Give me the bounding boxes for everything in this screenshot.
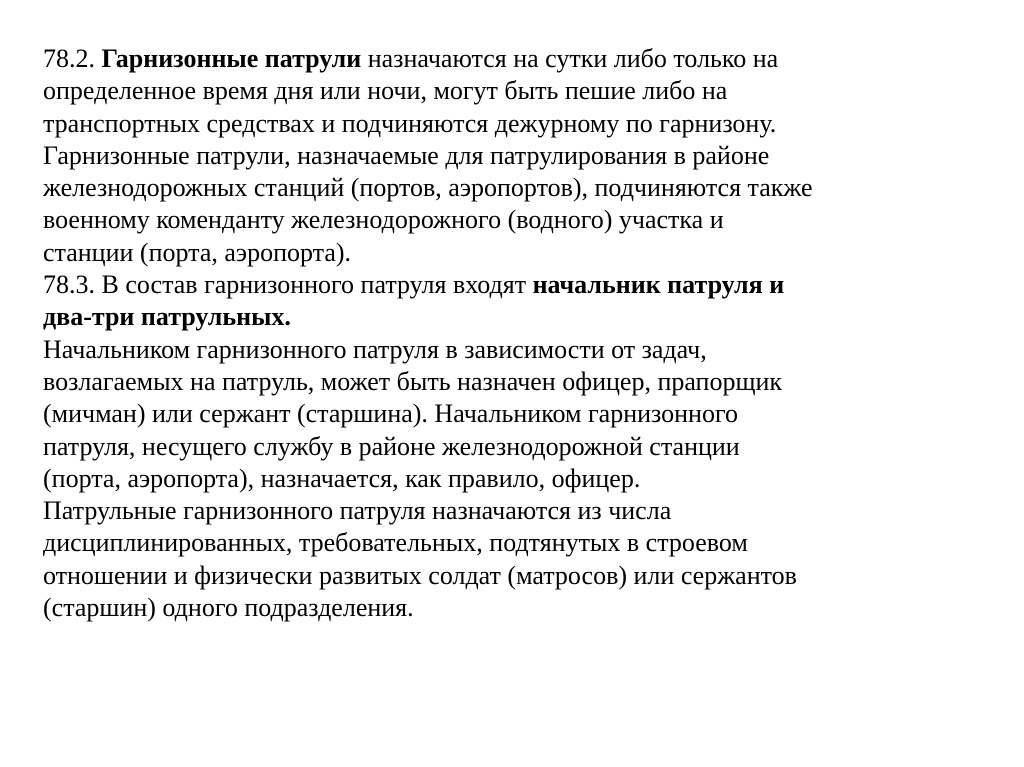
body-text: военному коменданту железнодорожного (водного) участка и <box>43 205 724 235</box>
body-text: железнодорожных станций (портов, аэропортов), подчиняются также <box>43 173 813 203</box>
body-text: возлагаемых на патруль, может быть назначен офицер, прапорщик <box>43 366 783 396</box>
body-text: назначаются на сутки либо только на <box>361 44 779 73</box>
body-text: дисциплинированных, требовательных, подтянутых в строевом <box>43 528 748 558</box>
body-text: отношении и физически развитых солдат (матросов) или сержантов <box>43 560 797 590</box>
text-line <box>43 560 993 592</box>
text-line <box>43 495 993 527</box>
body-text: (старшин) одного подразделения. <box>43 593 414 623</box>
bold-text: начальник патруля и <box>532 270 785 300</box>
text-line <box>43 592 993 624</box>
text-line <box>43 398 993 430</box>
text-line <box>43 204 993 236</box>
body-text: определенное время дня или ночи, могут быть пешие либо на <box>43 76 728 106</box>
text-line <box>43 108 993 140</box>
text-line <box>43 172 993 204</box>
text-line <box>43 431 993 463</box>
text-line <box>43 334 993 366</box>
text-line <box>43 140 993 172</box>
body-text: Гарнизонные патрули, назначаемые для патрулирования в районе <box>43 140 770 170</box>
body-text: 78.3. В состав гарнизонного патруля входят <box>43 270 533 300</box>
text-line <box>43 301 993 333</box>
body-text: патруля, несущего службу в районе железнодорожной станции <box>43 431 740 461</box>
body-text: станции (порта, аэропорта). <box>43 237 352 267</box>
body-text: транспортных средствах и подчиняются дежурному по гарнизону. <box>43 108 777 138</box>
bold-text: два-три патрульных. <box>43 302 291 332</box>
text-line <box>43 366 993 398</box>
text-line <box>43 463 993 495</box>
body-text: 78.2. <box>43 44 102 73</box>
document-body <box>43 43 993 624</box>
text-line <box>43 43 993 75</box>
text-line <box>43 527 993 559</box>
bold-text: Гарнизонные патрули <box>101 44 362 73</box>
body-text: (мичман) или сержант (старшина). Начальником гарнизонного <box>43 399 738 429</box>
body-text: (порта, аэропорта), назначается, как правило, офицер. <box>43 463 641 493</box>
body-text: Начальником гарнизонного патруля в зависимости от задач, <box>43 334 707 364</box>
text-line <box>43 75 993 107</box>
body-text: Патрульные гарнизонного патруля назначаются из числа <box>43 496 672 526</box>
text-line <box>43 237 993 269</box>
text-line <box>43 269 993 301</box>
